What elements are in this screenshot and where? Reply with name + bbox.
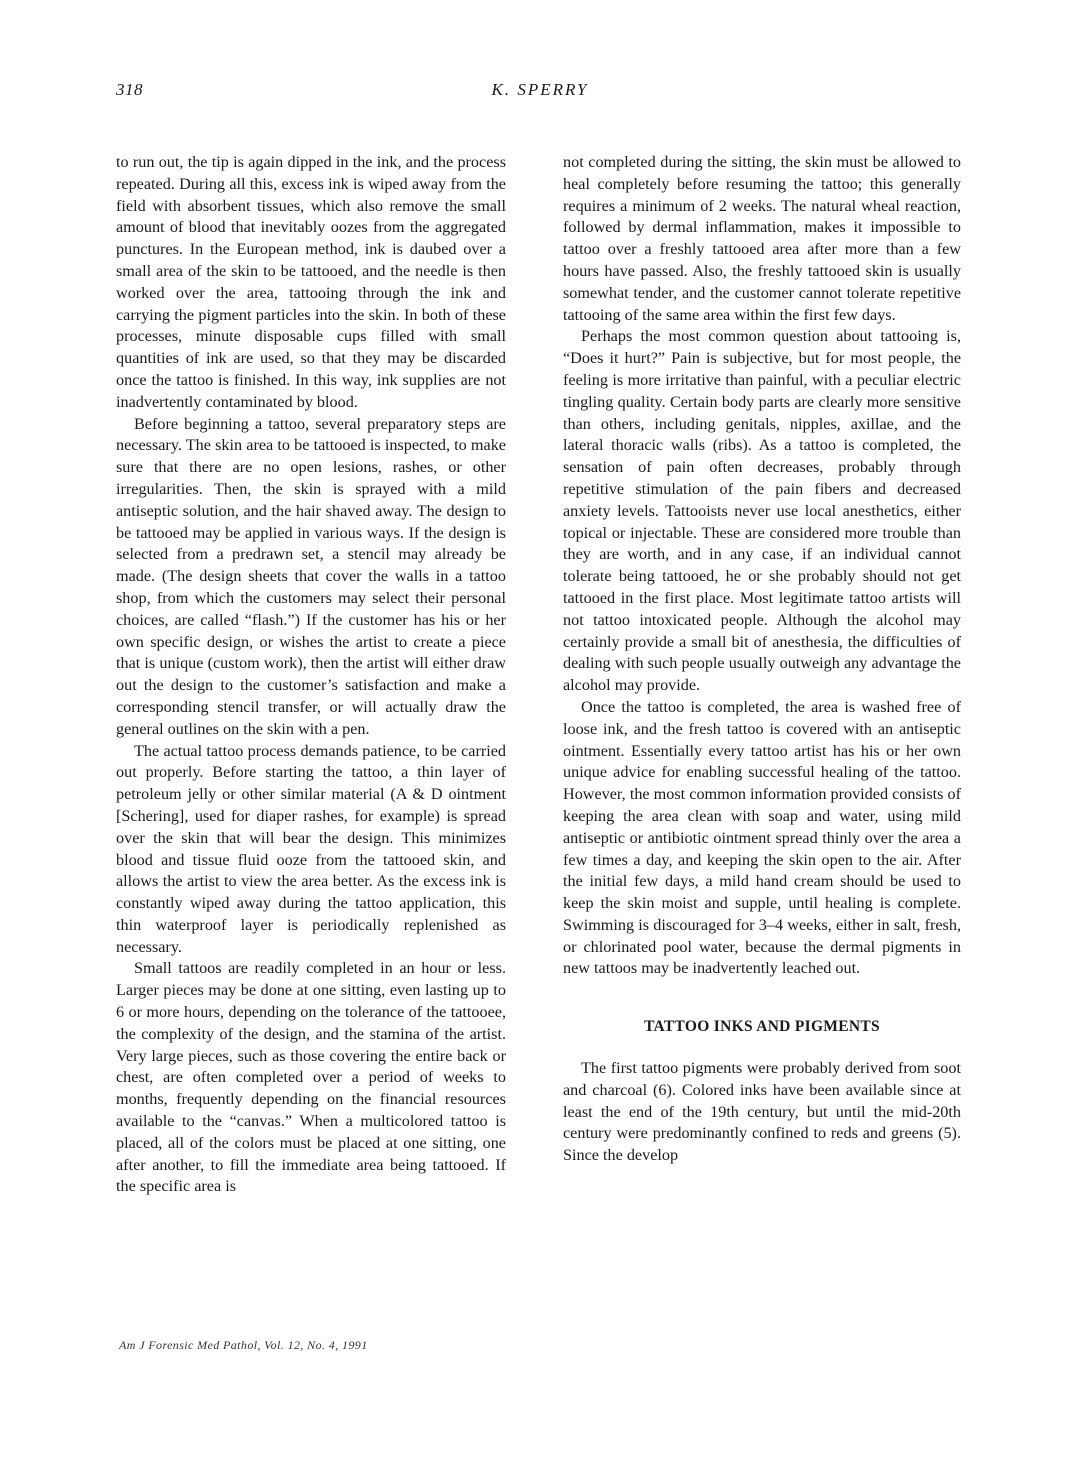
right-column bbox=[563, 152, 961, 1167]
paragraph: The first tattoo pigments were probably derived from soot and charcoal (6). Colored inks have been available since at least the end of the 19th century, but until the mid-20th century were predominantly confined to reds and greens (5). Since the develop bbox=[563, 1059, 961, 1165]
running-head: K. SPERRY bbox=[491, 80, 589, 99]
section-heading: TATTOO INKS AND PIGMENTS bbox=[644, 1018, 880, 1036]
paragraph: Once the tattoo is completed, the area is washed free of loose ink, and the fresh tattoo is covered with an antiseptic ointment. Essentially every tattoo artist has his or her own unique advice for enabling successful healing of the tattoo. However, the most common information provided consists of keeping the area clean with soap and water, using mild antiseptic or antibiotic ointment spread thinly over the area a few times a day, and keeping the skin open to the air. After the initial few days, a mild hand cream should be used to keep the skin moist and supple, until healing is complete. Swimming is discouraged for 3–4 weeks, either in salt, fresh, or chlorinated pool water, because the dermal pigments in new tattoos may be inadvertently leached out. bbox=[563, 697, 961, 978]
left-column bbox=[116, 152, 506, 1198]
paragraph: Small tattoos are readily completed in an hour or less. Larger pieces may be done at one sitting, even lasting up to 6 or more hours, depending on the tolerance of the tattooee, the complexity of the design, and the stamina of the artist. Very large pieces, such as those covering the entire back or chest, are often completed over a period of weeks to months, frequently depending on the financial resources available to the “canvas.” When a multicolored tattoo is placed, all of the colors must be placed at one sitting, one after another, to fill the immediate area being tattooed. If the specific area is bbox=[116, 959, 506, 1196]
paragraph: The actual tattoo process demands patience, to be carried out properly. Before starting the tattoo, a thin layer of petroleum jelly or other similar material (A & D ointment [Schering], used for diaper rashes, for example) is spread over the skin that will bear the design. This minimizes blood and tissue fluid ooze from the tattooed skin, and allows the artist to view the area better. As the excess ink is constantly wiped away during the tattoo application, this thin waterproof layer is periodically replenished as necessary. bbox=[116, 741, 506, 956]
paragraph: Before beginning a tattoo, several preparatory steps are necessary. The skin area to be tattooed is inspected, to make sure that there are no open lesions, rashes, or other irregularities. Then, the skin is sprayed with a mild antiseptic solution, and the hair shaved away. The design to be tattooed may be applied in various ways. If the design is selected from a predrawn set, a stencil may already be made. (The design sheets that cover the walls in a tattoo shop, from which the customers may select their personal choices, are called “flash.”) If the customer has his or her own specific design, or wishes the artist to create a piece that is unique (custom work), then the artist will either draw out the design to the customer’s satisfaction and make a corresponding stencil transfer, or will actually draw the general outlines on the skin with a pen. bbox=[116, 414, 506, 738]
paragraph: to run out, the tip is again dipped in the ink, and the process repeated. During all this, excess ink is wiped away from the field with absorbent tissues, which also remove the small amount of blood that inevitably oozes from the aggregated punctures. In the European method, ink is daubed over a small area of the skin to be tattooed, and the needle is then worked over the area, tattooing through the ink and carrying the pigment particles into the skin. In both of these processes, minute disposable cups filled with small quantities of ink are used, so that they may be discarded once the tattoo is finished. In this way, ink supplies are not inadvertently contaminated by blood. bbox=[116, 153, 506, 411]
page-header bbox=[0, 80, 1080, 110]
footer-citation: Am J Forensic Med Pathol, Vol. 12, No. 4, 1991 bbox=[119, 1338, 368, 1352]
page-number: 318 bbox=[116, 80, 143, 99]
paragraph: Perhaps the most common question about tattooing is, “Does it hurt?” Pain is subjective, but for most people, the feeling is more irritative than painful, with a peculiar electric tingling quality. Certain body parts are clearly more sensitive than others, including genitals, nipples, axillae, and the lateral thoracic walls (ribs). As a tattoo is completed, the sensation of pain often decreases, probably through repetitive stimulation of the pain fibers and decreased anxiety levels. Tattooists never use local anesthetics, either topical or injectable. These are considered more trouble than they are worth, and in any case, if an individual cannot tolerate being tattooed, he or she probably should not get tattooed in the first place. Most legitimate tattoo artists will not tattoo intoxicated people. Although the alcohol may certainly provide a small bit of anesthesia, the difficulties of dealing with such people usually outweigh any advantage the alcohol may provide. bbox=[563, 327, 961, 695]
paragraph: not completed during the sitting, the skin must be allowed to heal completely before resuming the tattoo; this generally requires a minimum of 2 weeks. The natural wheal reaction, followed by dermal inflammation, makes it impossible to tattoo over a freshly tattooed area after more than a few hours have passed. Also, the freshly tattooed skin is usually somewhat tender, and the customer cannot tolerate repetitive tattooing of the same area within the first few days. bbox=[563, 153, 961, 324]
